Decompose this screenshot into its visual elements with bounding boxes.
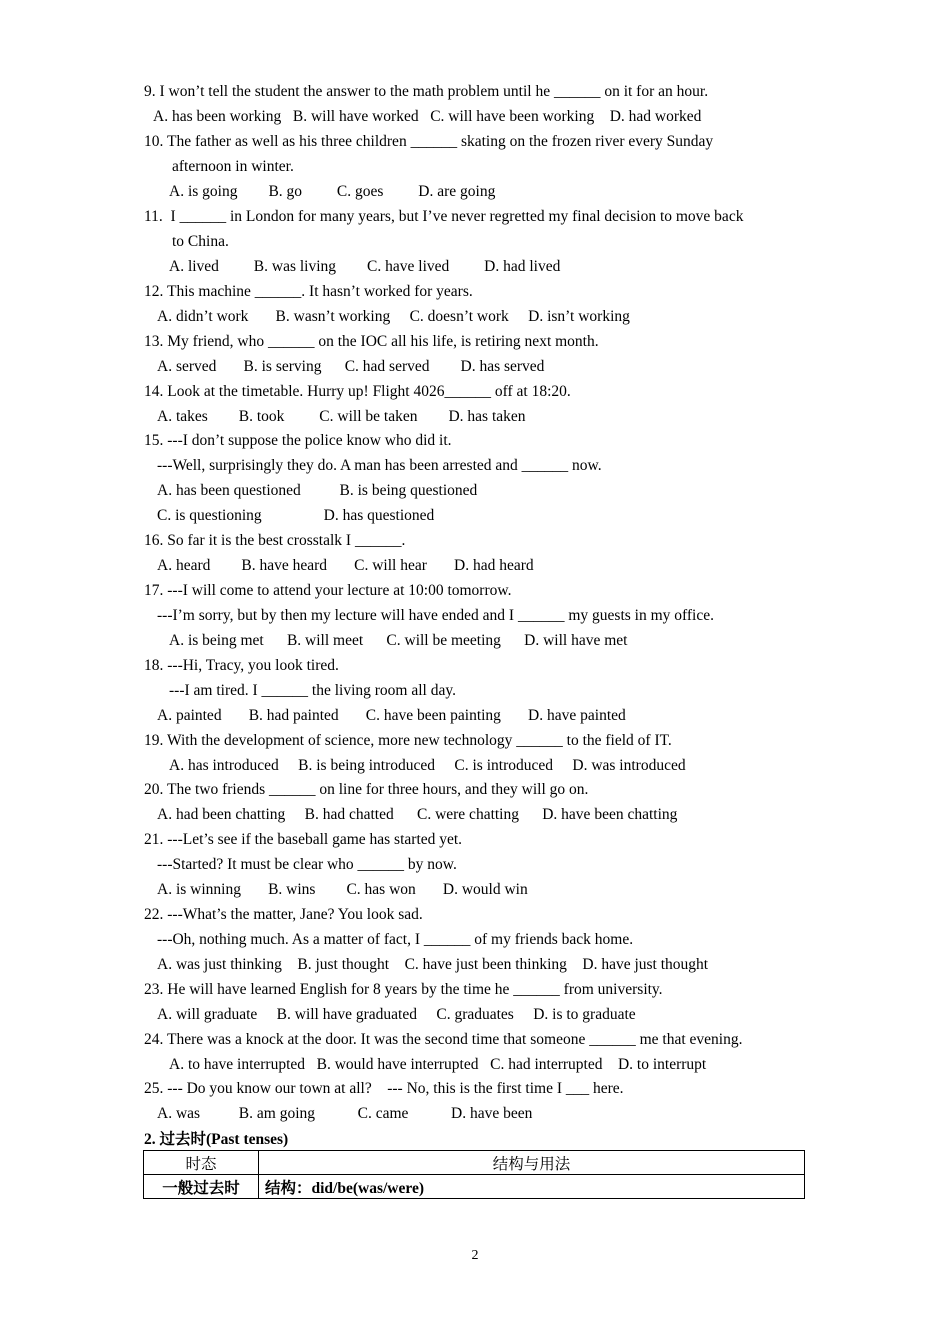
question-13: 13. My friend, who ______ on the IOC all his life, is retiring next month. — [144, 333, 599, 350]
options-10: A. is going B. go C. goes D. are going — [169, 183, 496, 200]
table-row — [144, 1175, 805, 1199]
options-24: A. to have interrupted B. would have interrupted C. had interrupted D. to interrupt — [169, 1056, 707, 1073]
options-19: A. has introduced B. is being introduced C. is introduced D. was introduced — [169, 757, 686, 774]
table-header-row — [144, 1151, 805, 1175]
question-22: 22. ---What’s the matter, Jane? You look sad. — [144, 906, 423, 923]
options-12: A. didn’t work B. wasn’t working C. doesn’t work D. isn’t working — [157, 308, 630, 325]
options-21: A. is winning B. wins C. has won D. would win — [157, 881, 528, 898]
question-11: 11. I ______ in London for many years, but I’ve never regretted my final decision to move back — [144, 208, 744, 225]
question-10: 10. The father as well as his three children ______ skating on the frozen river every Sunday — [144, 133, 714, 150]
question-24: 24. There was a knock at the door. It was the second time that someone ______ me that evening. — [144, 1031, 743, 1048]
tense-table — [143, 1150, 805, 1199]
options-16: A. heard B. have heard C. will hear D. had heard — [157, 557, 534, 574]
options-22: A. was just thinking B. just thought C. have just been thinking D. have just thought — [157, 956, 709, 973]
options-20: A. had been chatting B. had chatted C. were chatting D. have been chatting — [157, 806, 678, 823]
question-9: 9. I won’t tell the student the answer to the math problem until he ______ on it for an hour. — [144, 83, 709, 100]
question-10-cont: afternoon in winter. — [172, 158, 294, 175]
question-21-reply: ---Started? It must be clear who ______ by now. — [157, 856, 457, 873]
options-18: A. painted B. had painted C. have been painting D. have painted — [157, 707, 626, 724]
question-21: 21. ---Let’s see if the baseball game has started yet. — [144, 831, 463, 848]
options-9: A. has been working B. will have worked C. will have been working D. had worked — [153, 108, 702, 125]
question-19: 19. With the development of science, more new technology ______ to the field of IT. — [144, 732, 672, 749]
question-20: 20. The two friends ______ on line for three hours, and they will go on. — [144, 781, 589, 798]
question-23: 23. He will have learned English for 8 years by the time he ______ from university. — [144, 981, 663, 998]
question-11-cont: to China. — [172, 233, 229, 250]
options-15-cd: C. is questioning D. has questioned — [157, 507, 435, 524]
cell-structure: 结构：did/be(was/were) — [259, 1175, 805, 1199]
question-18: 18. ---Hi, Tracy, you look tired. — [144, 657, 339, 674]
question-16: 16. So far it is the best crosstalk I ______. — [144, 532, 406, 549]
options-15-ab: A. has been questioned B. is being questioned — [157, 482, 478, 499]
question-14: 14. Look at the timetable. Hurry up! Flight 4026______ off at 18:20. — [144, 383, 571, 400]
question-25: 25. --- Do you know our town at all? --- No, this is the first time I ___ here. — [144, 1080, 624, 1097]
question-18-reply: ---I am tired. I ______ the living room all day. — [169, 682, 456, 699]
section-heading: 2. 过去时(Past tenses) — [144, 1131, 289, 1148]
question-15: 15. ---I don’t suppose the police know who did it. — [144, 432, 452, 449]
options-13: A. served B. is serving C. had served D. has served — [157, 358, 545, 375]
options-23: A. will graduate B. will have graduated C. graduates D. is to graduate — [157, 1006, 636, 1023]
question-17-reply: ---I’m sorry, but by then my lecture will have ended and I ______ my guests in my office. — [157, 607, 715, 624]
question-22-reply: ---Oh, nothing much. As a matter of fact, I ______ of my friends back home. — [157, 931, 634, 948]
header-structure: 结构与用法 — [259, 1151, 805, 1175]
options-25: A. was B. am going C. came D. have been — [157, 1105, 533, 1122]
options-17: A. is being met B. will meet C. will be meeting D. will have met — [169, 632, 628, 649]
cell-tense: 一般过去时 — [144, 1175, 259, 1199]
question-17: 17. ---I will come to attend your lecture at 10:00 tomorrow. — [144, 582, 512, 599]
page-number: 2 — [471, 1248, 479, 1263]
options-11: A. lived B. was living C. have lived D. had lived — [169, 258, 561, 275]
header-tense: 时态 — [144, 1151, 259, 1175]
options-14: A. takes B. took C. will be taken D. has taken — [157, 408, 526, 425]
question-15-reply: ---Well, surprisingly they do. A man has been arrested and ______ now. — [157, 457, 602, 474]
question-12: 12. This machine ______. It hasn’t worked for years. — [144, 283, 473, 300]
